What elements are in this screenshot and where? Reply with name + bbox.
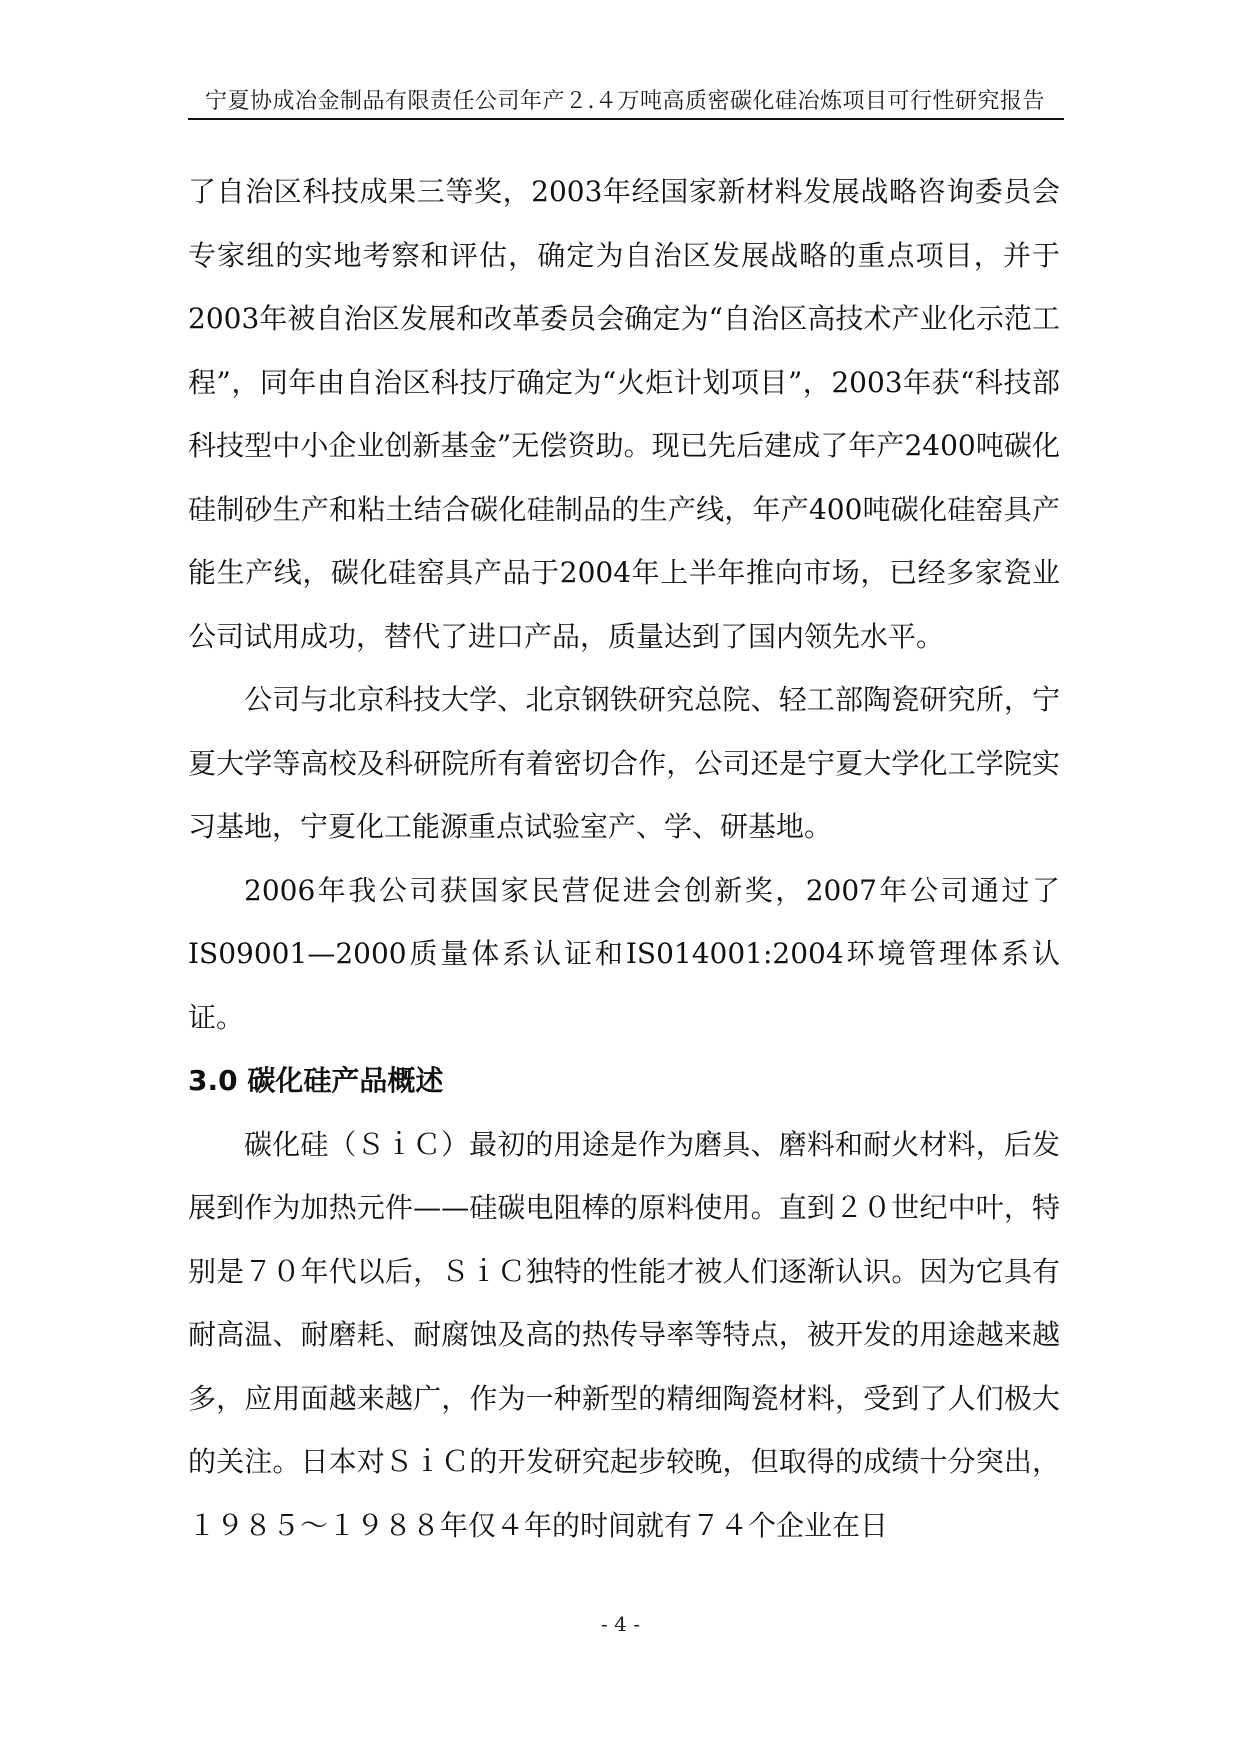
paragraph-certification: 2006年我公司获国家民营促进会创新奖，2007年公司通过了IS09001—2000质量体系认证和IS014001:2004环境管理体系认证。 [188, 873, 1060, 1034]
section-heading: 3.0 碳化硅产品概述 [188, 1064, 444, 1097]
paragraph-continuation: 了自治区科技成果三等奖，2003年经国家新材料发展战略咨询委员会专家组的实地考察和评估，确定为自治区发展战略的重点项目，并于2003年被自治区发展和改革委员会确定为“自治区高技术产业化示范工程”，同年由自治区科技厅确定为“火炬计划项目”，2003年获“科技部科技型中小企业创新基金”无偿资助。现已先后建成了年产2400吨碳化硅制砂生产和粘土结合碳化硅制品的生产线，年产400吨碳化硅窑具产能生产线，碳化硅窑具产品于2004年上半年推向市场，已经多家瓷业公司试用成功，替代了进口产品，质量达到了国内领先水平。 [188, 175, 1060, 653]
body-text [188, 160, 1060, 1557]
page-number: - 4 - [601, 1612, 640, 1636]
header-rule [188, 118, 1064, 120]
page-header: 宁夏协成冶金制品有限责任公司年产２.４万吨高质密碳化硅冶炼项目可行性研究报告 [205, 89, 1045, 114]
paragraph-sic-overview: 碳化硅（ＳｉＣ）最初的用途是作为磨具、磨料和耐火材料，后发展到作为加热元件——硅碳电阻棒的原料使用。直到２０世纪中叶，特别是７０年代以后，ＳｉＣ独特的性能才被人们逐渐认识。因为它具有耐高温、耐磨耗、耐腐蚀及高的热传导率等特点，被开发的用途越来越多，应用面越来越广，作为一种新型的精细陶瓷材料，受到了人们极大的关注。日本对ＳｉＣ的开发研究起步较晚，但取得的成绩十分突出，１９８５～１９８８年仅４年的时间就有７４个企业在日 [188, 1127, 1060, 1542]
paragraph-cooperation: 公司与北京科技大学、北京钢铁研究总院、轻工部陶瓷研究所，宁夏大学等高校及科研院所有着密切合作，公司还是宁夏大学化工学院实习基地，宁夏化工能源重点试验室产、学、研基地。 [188, 683, 1060, 843]
